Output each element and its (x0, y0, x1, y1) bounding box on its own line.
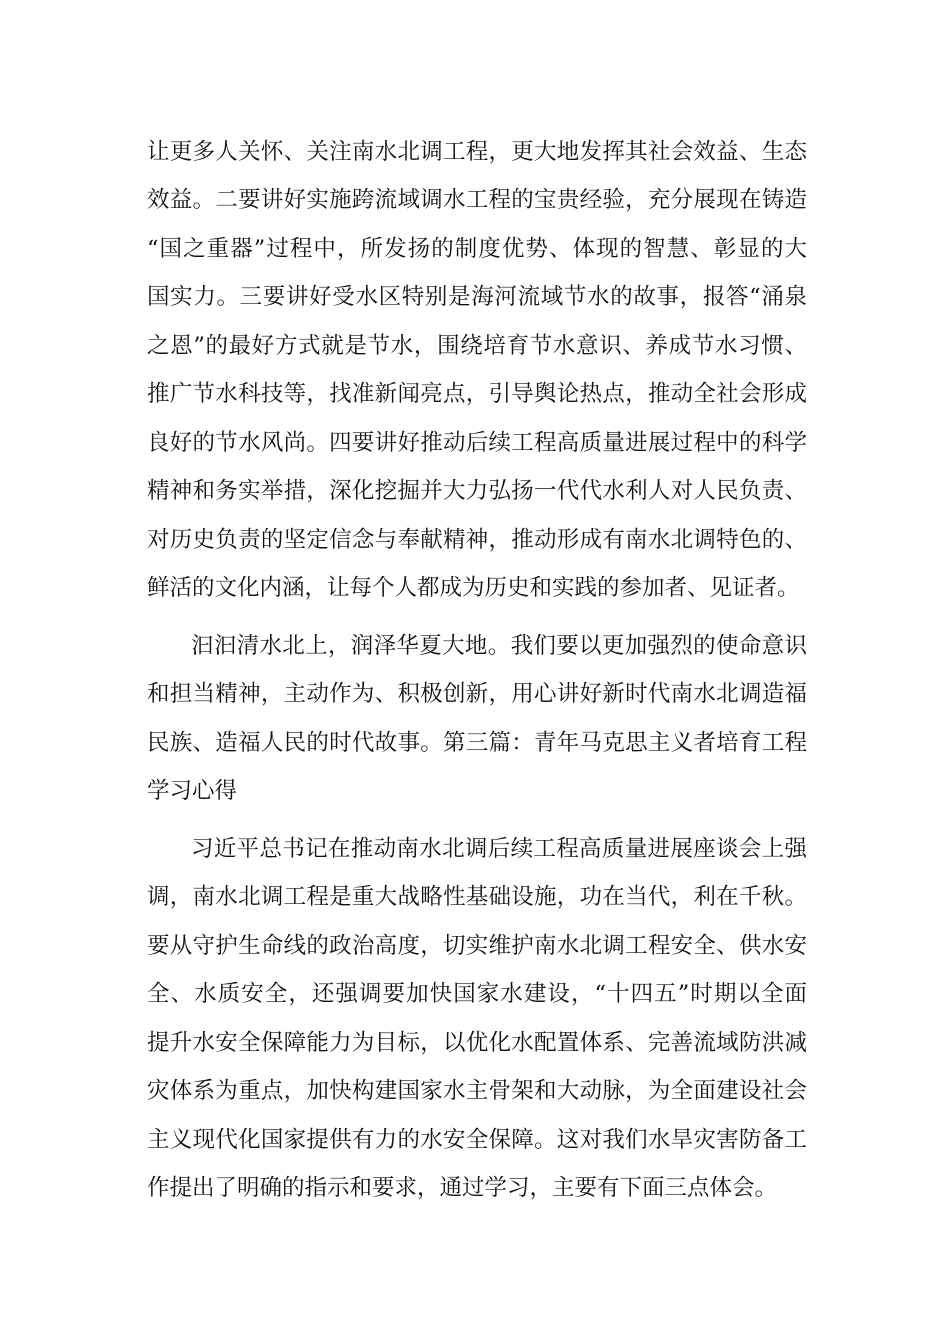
text-line: 作提出了明确的指示和要求，通过学习，主要有下面三点体会。 (147, 1175, 778, 1201)
text-line: 汩汩清水北上，润泽华夏大地。我们要以更加强烈的使命意识 (191, 633, 807, 659)
text-line: 调，南水北调工程是重大战略性基础设施，功在当代，利在千秋。 (147, 884, 807, 910)
text-line: 要从守护生命线的政治高度，切实维护南水北调工程安全、供水安 (147, 933, 807, 959)
text-line: 效益。二要讲好实施跨流域调水工程的宝贵经验，充分展现在铸造 (147, 187, 807, 213)
text-line: 和担当精神，主动作为、积极创新，用心讲好新时代南水北调造福 (147, 681, 807, 707)
text-line: 良好的节水风尚。四要讲好推动后续工程高质量进展过程中的科学 (147, 430, 807, 456)
text-line: 国实力。三要讲好受水区特别是海河流域节水的故事，报答“涌泉 (147, 284, 807, 310)
text-line: 学习心得 (147, 778, 238, 804)
text-line: 让更多人关怀、关注南水北调工程，更大地发挥其社会效益、生态 (147, 139, 807, 165)
text-line: 提升水安全保障能力为目标，以优化水配置体系、完善流域防洪减 (147, 1030, 807, 1056)
text-line: 全、水质安全，还强调要加快国家水建设，“十四五”时期以全面 (147, 981, 807, 1007)
text-line: 习近平总书记在推动南水北调后续工程高质量进展座谈会上强 (191, 836, 807, 862)
text-line: “国之重器”过程中，所发扬的制度优势、体现的智慧、彰显的大 (147, 236, 807, 262)
text-line: 对历史负责的坚定信念与奉献精神，推动形成有南水北调特色的、 (147, 527, 807, 553)
text-line: 灾体系为重点，加快构建国家水主骨架和大动脉，为全面建设社会 (147, 1078, 807, 1104)
text-line: 民族、造福人民的时代故事。第三篇：青年马克思主义者培育工程 (147, 730, 807, 756)
text-line: 推广节水科技等，找准新闻亮点，引导舆论热点，推动全社会形成 (147, 381, 807, 407)
text-line: 精神和务实举措，深化挖掘并大力弘扬一代代水利人对人民负责、 (147, 478, 807, 504)
text-line: 之恩”的最好方式就是节水，围绕培育节水意识、养成节水习惯、 (147, 333, 807, 359)
text-line: 鲜活的文化内涵，让每个人都成为历史和实践的参加者、见证者。 (147, 575, 800, 601)
text-line: 主义现代化国家提供有力的水安全保障。这对我们水旱灾害防备工 (147, 1127, 807, 1153)
